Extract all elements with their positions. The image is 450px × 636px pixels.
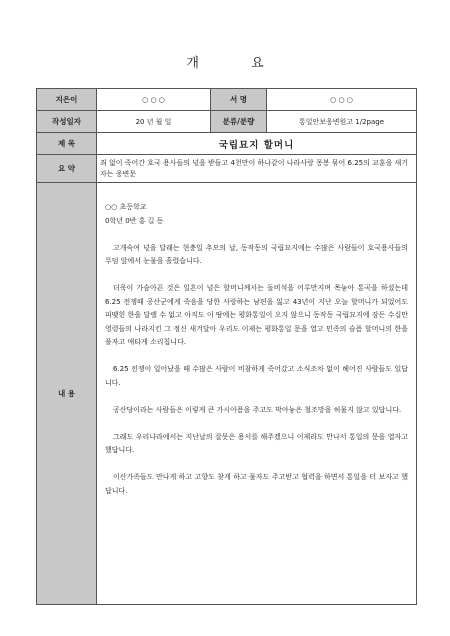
paragraph-1: 고개숙여 넋을 달래는 현충일 추모의 날, 동작동의 국립묘지에는 수많은 사람들이 호국용사들의 무덤 앞에서 눈물을 흘렸습니다. — [105, 243, 408, 265]
paragraph-5: 그래도 우리나라에서는 지난날의 잘못은 용서를 해주겠으니 이제라도 만나서 통일의 문을 열자고 했답니다. — [105, 432, 408, 454]
category-label: 분류/분량 — [211, 111, 267, 133]
date-label: 작성일자 — [37, 111, 97, 133]
subject-row — [37, 133, 417, 155]
content-row — [37, 183, 417, 605]
summary-value: 죄 없이 죽어간 호국 용사들의 넋을 받들고 4천만이 하나같이 나라사랑 몽봉 묶어 6.25의 교훈을 새기자는 웅변문 — [97, 155, 417, 183]
author-row — [37, 89, 417, 111]
paragraph-3: 6.25 전쟁이 일어났을 때 수많은 사람이 비참하게 죽어갔고 소식조차 없이 헤어진 사람들도 있답니다. — [105, 365, 408, 387]
summary-row — [37, 155, 417, 183]
author-value: ○ ○ ○ — [97, 89, 211, 111]
paragraph-2: 더욱이 가슴아픈 것은 일흔이 넘은 할머니께서는 돌비석을 어루만지며 목놓아 통곡을 하셨는데 6.25 전쟁때 공산군에게 죽음을 당한 사랑하는 남편을 잃고 43년이 지난 오늘 할머니가 되었어도 피맺힌 한을 달랠 수 없고 아직도 이 땅에는 평화통일이 오지 않으니 동작동 국립묘지에 잠든 수십만 영령들의 나라지킨 그 정신 새겨달아 우리도 이제는 평화통일 문을 열고 민족의 슬픔 할머니의 한을 풀자고 애타게 소리칩니다. — [105, 284, 408, 346]
summary-label: 요 약 — [37, 155, 97, 183]
school-line: ○○ 초등학교 — [105, 203, 147, 211]
paragraph-6: 이산가족들도 만나게 하고 고향도 찾게 하고 물자도 주고받고 협력을 하면서 통일을 터 보자고 했답니다. — [105, 473, 408, 495]
subject-value: 국립묘지 할머니 — [97, 133, 417, 155]
content-label: 내 용 — [37, 183, 97, 605]
paragraph-4: 공산당이라는 사람들은 이렇게 큰 가시아픔을 주고도 막아놓은 철조망을 허물지 않고 있답니다. — [113, 405, 402, 414]
student-line: 0학년 0반 홍 길 동 — [105, 216, 164, 225]
name-label: 서 명 — [211, 89, 267, 111]
date-row — [37, 111, 417, 133]
subject-label: 제 목 — [37, 133, 97, 155]
date-value: 20 년 월 일 — [97, 111, 211, 133]
content-body — [97, 183, 417, 605]
name-value: ○ ○ ○ — [267, 89, 417, 111]
category-value: 통일안보웅변원고 1/2page — [267, 111, 417, 133]
page-title: 개 요 — [186, 56, 288, 71]
overview-form — [36, 88, 417, 605]
author-label: 지은이 — [37, 89, 97, 111]
